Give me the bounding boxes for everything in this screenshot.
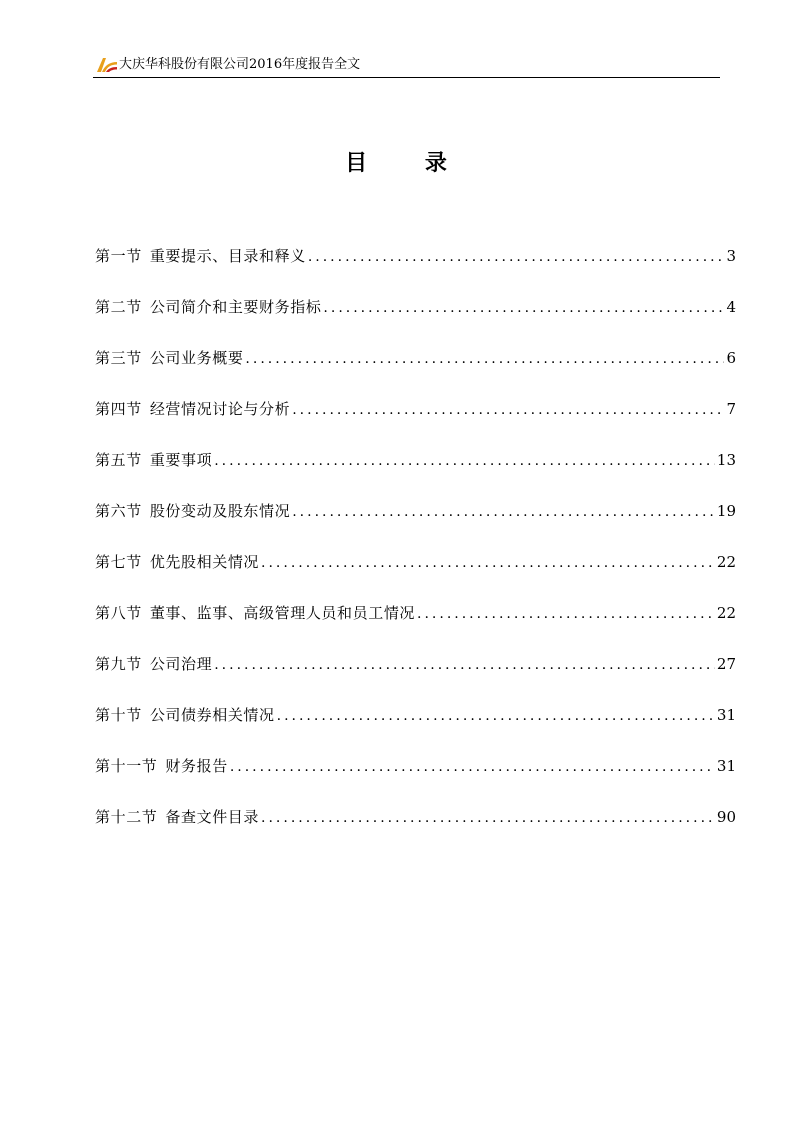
toc-entry-label xyxy=(95,245,306,267)
toc-entry-label xyxy=(95,653,212,675)
toc-page-number: 6 xyxy=(726,349,736,367)
toc-section-number: 第二节 xyxy=(95,298,142,316)
toc-page-number: 31 xyxy=(716,706,736,724)
toc-entry[interactable] xyxy=(95,500,736,551)
toc-entry[interactable] xyxy=(95,602,736,653)
toc-entry[interactable] xyxy=(95,653,736,704)
toc-dot-leader xyxy=(261,552,715,574)
toc-dot-leader xyxy=(245,348,724,370)
toc-page-number: 19 xyxy=(716,502,736,520)
toc-page-number: 13 xyxy=(716,451,736,469)
toc-entry[interactable] xyxy=(95,347,736,398)
toc-page-number: 7 xyxy=(726,400,736,418)
toc-page-number: 27 xyxy=(716,655,736,673)
toc-dot-leader xyxy=(292,399,724,421)
toc-entry[interactable] xyxy=(95,755,736,806)
toc-entry[interactable] xyxy=(95,704,736,755)
toc-entry-label xyxy=(95,296,321,318)
company-logo-icon xyxy=(96,56,118,73)
toc-section-number: 第六节 xyxy=(95,502,142,520)
toc-entry-label xyxy=(95,602,415,624)
toc-entry[interactable] xyxy=(95,551,736,602)
toc-page-number: 22 xyxy=(716,604,736,622)
toc-section-number: 第一节 xyxy=(95,247,142,265)
toc-page-number: 3 xyxy=(726,247,736,265)
toc-entry-label xyxy=(95,449,212,471)
toc-section-title: 备查文件目录 xyxy=(165,808,260,826)
toc-dot-leader xyxy=(230,756,715,778)
toc-section-number: 第十一节 xyxy=(95,757,158,775)
toc-dot-leader xyxy=(277,705,715,727)
toc-dot-leader xyxy=(214,654,715,676)
toc-dot-leader xyxy=(323,297,724,319)
toc-section-title: 董事、监事、高级管理人员和员工情况 xyxy=(149,604,416,622)
toc-section-title: 公司业务概要 xyxy=(149,349,244,367)
toc-section-number: 第五节 xyxy=(95,451,142,469)
toc-section-title: 重要事项 xyxy=(149,451,213,469)
toc-section-number: 第九节 xyxy=(95,655,142,673)
toc-section-number: 第四节 xyxy=(95,400,142,418)
toc-entry[interactable] xyxy=(95,398,736,449)
toc-entry-label xyxy=(95,806,259,828)
toc-dot-leader xyxy=(214,450,715,472)
page-title: 目 录 xyxy=(345,150,448,176)
toc-page-number: 90 xyxy=(716,808,736,826)
toc-section-title: 公司简介和主要财务指标 xyxy=(149,298,322,316)
toc-entry-label xyxy=(95,704,275,726)
toc-section-title: 财务报告 xyxy=(165,757,228,775)
toc-section-title: 股份变动及股东情况 xyxy=(149,502,291,520)
page-header xyxy=(93,55,720,78)
header-title: 大庆华科股份有限公司2016年度报告全文 xyxy=(119,57,361,72)
toc-entry-label xyxy=(95,551,259,573)
toc-section-number: 第十节 xyxy=(95,706,142,724)
toc-entry[interactable] xyxy=(95,806,736,857)
toc-entry-label xyxy=(95,398,290,420)
toc-entry[interactable] xyxy=(95,449,736,500)
toc-page-number: 22 xyxy=(716,553,736,571)
toc-section-title: 经营情况讨论与分析 xyxy=(149,400,291,418)
toc-page-number: 31 xyxy=(716,757,736,775)
toc-section-number: 第十二节 xyxy=(95,808,158,826)
toc-entry-label xyxy=(95,755,228,777)
toc-entry[interactable] xyxy=(95,245,736,296)
toc-section-title: 优先股相关情况 xyxy=(149,553,260,571)
toc-dot-leader xyxy=(417,603,715,625)
toc-entry-label xyxy=(95,500,290,522)
toc-entry[interactable] xyxy=(95,296,736,347)
toc-dot-leader xyxy=(292,501,715,523)
toc-section-number: 第三节 xyxy=(95,349,142,367)
toc-section-title: 公司治理 xyxy=(149,655,213,673)
toc-dot-leader xyxy=(308,246,725,268)
table-of-contents xyxy=(95,245,736,857)
toc-dot-leader xyxy=(261,807,715,829)
toc-section-title: 公司债券相关情况 xyxy=(149,706,275,724)
toc-entry-label xyxy=(95,347,243,369)
toc-section-number: 第七节 xyxy=(95,553,142,571)
toc-section-title: 重要提示、目录和释义 xyxy=(149,247,306,265)
toc-page-number: 4 xyxy=(726,298,736,316)
toc-section-number: 第八节 xyxy=(95,604,142,622)
